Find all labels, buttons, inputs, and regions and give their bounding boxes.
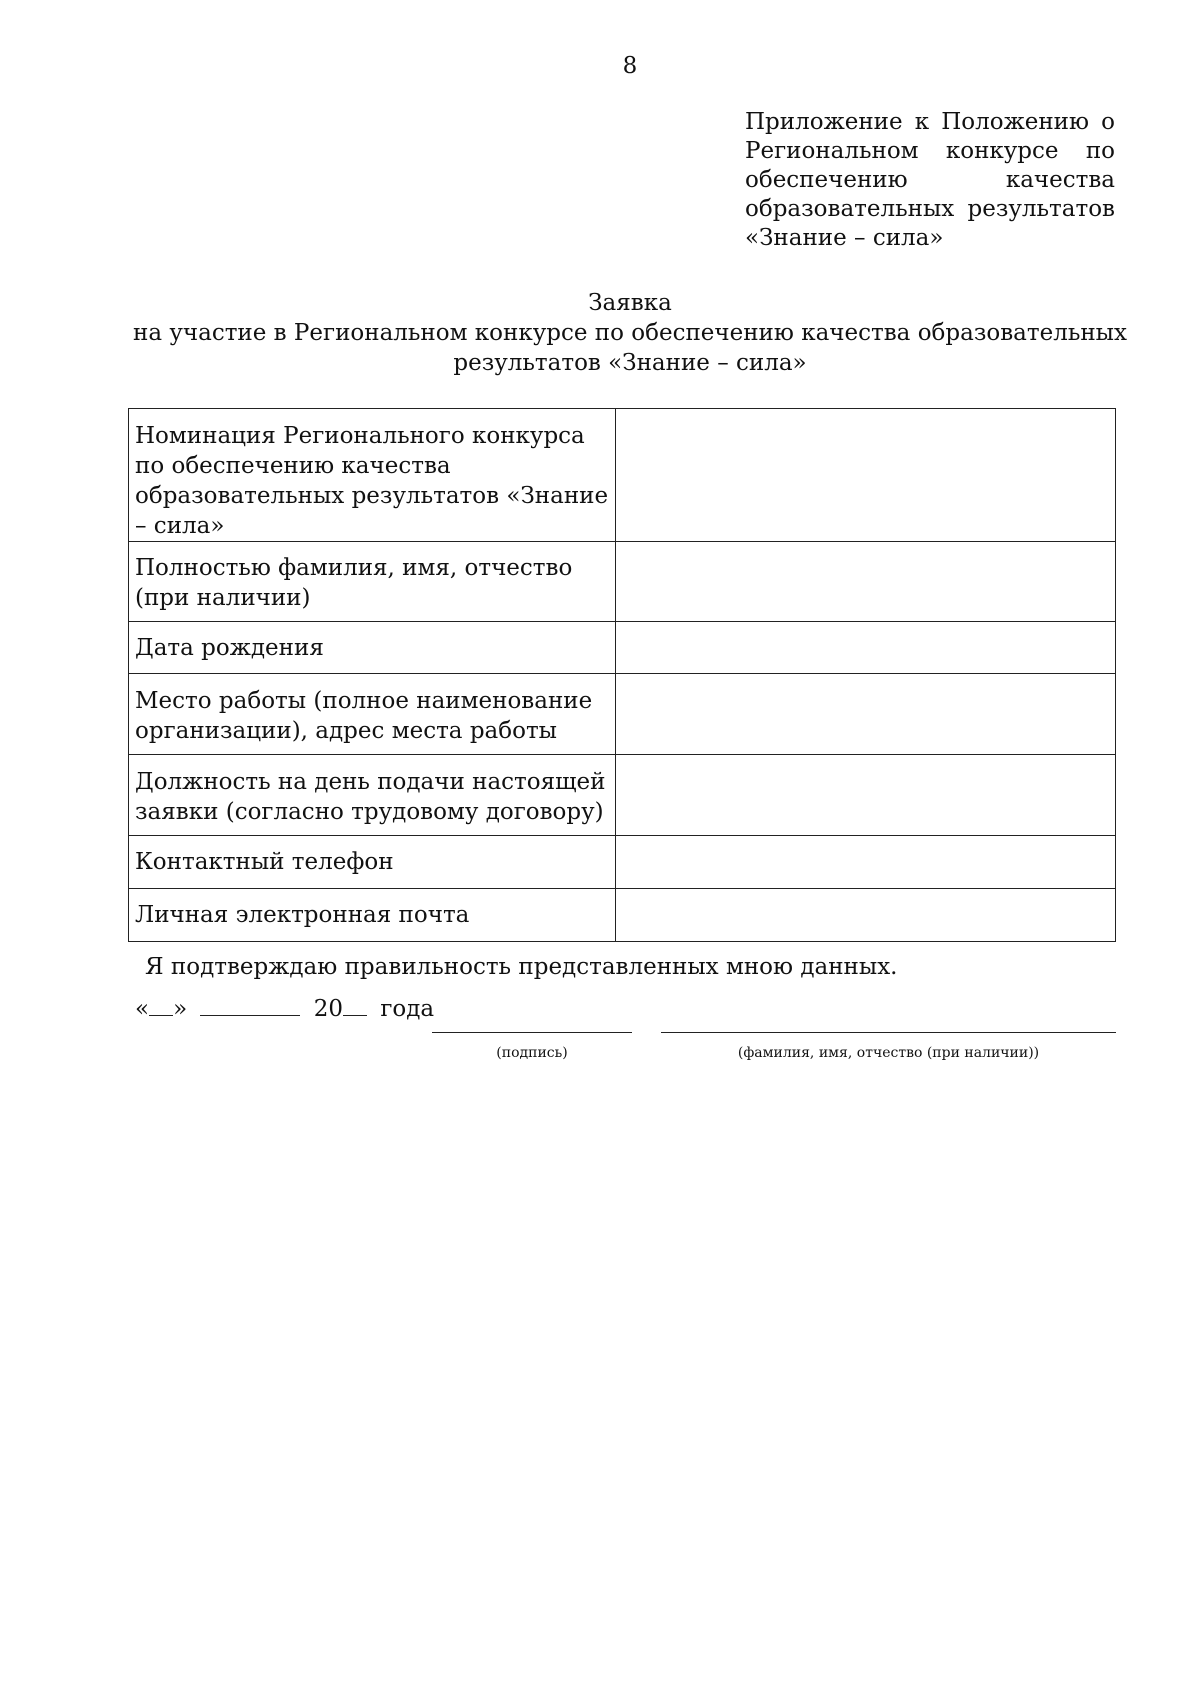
- appendix-word: результатов: [967, 196, 1115, 222]
- appendix-line-1: [745, 108, 1115, 137]
- appendix-word: конкурсе: [945, 138, 1059, 164]
- row-value-phone[interactable]: [616, 836, 1116, 889]
- year-prefix: 20: [313, 996, 344, 1022]
- row-value-workplace[interactable]: [616, 674, 1116, 755]
- quote-close: »: [173, 996, 188, 1022]
- row-label-phone: Контактный телефон: [129, 836, 616, 889]
- signature-line[interactable]: [432, 1032, 632, 1033]
- name-caption: (фамилия, имя, отчество (при наличии)): [737, 1045, 1040, 1061]
- row-value-email[interactable]: [616, 889, 1116, 942]
- title-line-2: результатов «Знание – сила»: [453, 350, 807, 376]
- table-row: [129, 622, 1116, 674]
- appendix-line-5: [745, 224, 1115, 253]
- appendix-word: Региональном: [745, 138, 919, 164]
- appendix-word: к: [914, 109, 930, 135]
- appendix-line-3: [745, 166, 1115, 195]
- appendix-word: по: [1085, 138, 1115, 164]
- day-blank[interactable]: [149, 993, 173, 1016]
- year-blank[interactable]: [343, 993, 367, 1016]
- application-form-table: [128, 408, 1116, 942]
- month-blank[interactable]: [200, 993, 300, 1016]
- row-value-birth-date[interactable]: [616, 622, 1116, 674]
- title-line-1: на участие в Региональном конкурсе по обеспечению качества образовательных: [133, 320, 1127, 346]
- row-label-workplace: Место работы (полное наименование организации), адрес места работы: [129, 674, 616, 755]
- appendix-word: образовательных: [745, 196, 955, 222]
- page-number: 8: [622, 53, 638, 79]
- appendix-word: о: [1101, 109, 1115, 135]
- row-label-full-name: Полностью фамилия, имя, отчество (при наличии): [129, 542, 616, 622]
- appendix-note: [745, 108, 1115, 253]
- table-row: [129, 542, 1116, 622]
- appendix-line-2: [745, 137, 1115, 166]
- row-value-full-name[interactable]: [616, 542, 1116, 622]
- appendix-word: обеспечению: [745, 167, 908, 193]
- appendix-word: качества: [1005, 167, 1115, 193]
- appendix-line-4: [745, 195, 1115, 224]
- appendix-word: Положению: [941, 109, 1090, 135]
- confirmation-text: Я подтверждаю правильность представленных мною данных.: [145, 954, 898, 980]
- document-title: [130, 288, 1130, 378]
- table-row: [129, 674, 1116, 755]
- name-line[interactable]: [661, 1032, 1116, 1033]
- date-line: [135, 993, 434, 1024]
- appendix-word: Приложение: [745, 109, 903, 135]
- row-label-email: Личная электронная почта: [129, 889, 616, 942]
- row-label-birth-date: Дата рождения: [129, 622, 616, 674]
- quote-open: «: [135, 996, 150, 1022]
- row-value-position[interactable]: [616, 755, 1116, 836]
- table-row: [129, 889, 1116, 942]
- row-label-position: Должность на день подачи настоящей заявки (согласно трудовому договору): [129, 755, 616, 836]
- year-suffix: года: [380, 996, 435, 1022]
- title-heading: Заявка: [588, 290, 672, 316]
- appendix-word: «Знание – сила»: [745, 225, 944, 251]
- row-value-nomination[interactable]: [616, 409, 1116, 542]
- table-row: [129, 755, 1116, 836]
- row-label-nomination: Номинация Регионального конкурса по обеспечению качества образовательных результатов «Знание – сила»: [129, 409, 616, 542]
- table-row: [129, 836, 1116, 889]
- table-row: [129, 409, 1116, 542]
- signature-caption: (подпись): [496, 1045, 568, 1061]
